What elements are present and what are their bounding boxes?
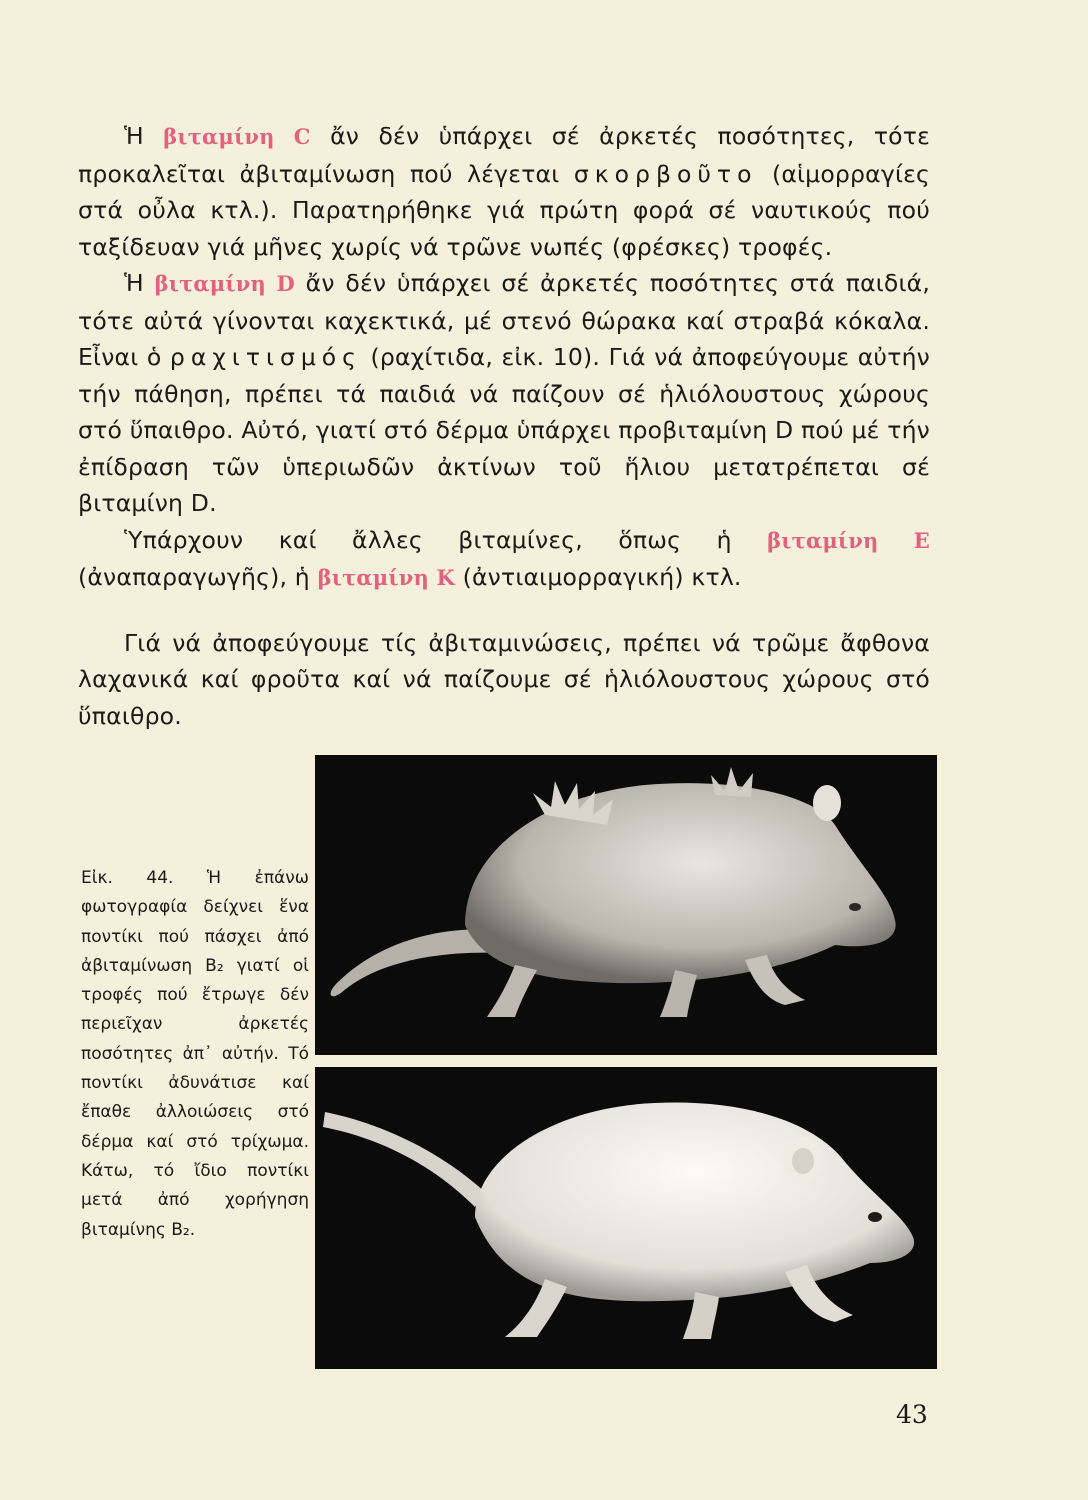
- paragraph-vitamin-c: [78, 118, 930, 265]
- body-text: [78, 118, 930, 734]
- paragraph-conclusion: Γιά νά ἀποφεύγουμε τίς ἀβιταμινώσεις, πρέπει νά τρῶμε ἄφθονα λαχανικά καί φροῦτα καί νά παίζουμε σέ ἡλιόλουστους χώρους στό ὕπαιθρο.: [78, 628, 930, 730]
- paragraph-other-vitamins: [78, 522, 930, 597]
- text: Ὑπάρχουν καί ἄλλες βιταμίνες, ὅπως ἡ: [124, 525, 768, 554]
- paragraph-vitamin-d: [78, 265, 930, 522]
- healthy-mouse-illustration: [315, 1067, 937, 1369]
- lead-article: Ἡ: [124, 269, 144, 297]
- term-vitamin-d: βιταμίνη D: [154, 271, 295, 296]
- photo-sick-mouse: [315, 755, 937, 1055]
- term-vitamin-k: βιταμίνη Κ: [317, 565, 455, 590]
- term-scurvy: σκορβοῦτο: [573, 159, 758, 188]
- page-number: 43: [896, 1400, 928, 1429]
- text: (ραχίτιδα, εἰκ. 10). Γιά νά ἀποφεύγουμε αὐτήν τήν πάθηση, πρέπει τά παιδιά νά παίζουν σέ ἡλιόλουστους χώρους στό ὕπαιθρο. Αὐτό, γιατί στό δέρμα ὑπάρχει προβιταμίνη D πού μέ τήν ἐπίδραση τῶν ὑπεριωδῶν ἀκτίνων τοῦ ἥλιου μετατρέπεται σέ βιταμίνη D.: [78, 343, 930, 517]
- term-vitamin-c: βιταμίνη C: [163, 124, 311, 149]
- text: (ἀναπαραγωγῆς), ἡ: [78, 563, 318, 591]
- term-vitamin-e: βιταμίνη Ε: [767, 527, 930, 553]
- lead-article: Ἡ: [124, 122, 144, 150]
- figure-caption: Εἰκ. 44. Ἡ ἐπάνω φωτογραφία δείχνει ἕνα ποντίκι πού πάσχει ἀπό ἀβιταμίνωση B₂ γιατί οἱ τροφές πού ἔτρωγε δέν περιεῖχαν ἀρκετές ποσότητες ἀπ᾽ αὐτήν. Τό ποντίκι ἀδυνάτισε καί ἔπαθε ἀλλοιώσεις στό δέρμα καί στό τρίχωμα. Κάτω, τό ἴδιο ποντίκι μετά ἀπό χορήγηση βιταμίνης B₂.: [81, 868, 309, 1240]
- text: (αἱμορραγίες στά οὖλα κτλ.). Παρατηρήθηκε γιά πρώτη φορά σέ ναυτικούς πού ταξίδευαν γιά μῆνες χωρίς νά τρῶνε νωπές (φρέσκες) τροφές.: [78, 159, 930, 261]
- sick-mouse-illustration: [315, 755, 937, 1055]
- term-rickets: ραχιτισμός: [169, 343, 362, 371]
- photo-healthy-mouse: [315, 1067, 937, 1369]
- text: ἄν δέν ὑπάρχει σέ ἀρκετές ποσότητες, τότε προκαλεῖται ἀβιταμίνωση πού λέγεται: [78, 122, 931, 188]
- text: ἄν δέν ὑπάρχει σέ ἀρκετές ποσότητες στά παιδιά, τότε αὐτά γίνονται καχεκτικά, μέ στενό θώρακα καί στραβά κόκαλα. Εἶναι ὁ: [78, 269, 930, 371]
- text: (ἀντιαιμορραγική) κτλ.: [454, 563, 742, 591]
